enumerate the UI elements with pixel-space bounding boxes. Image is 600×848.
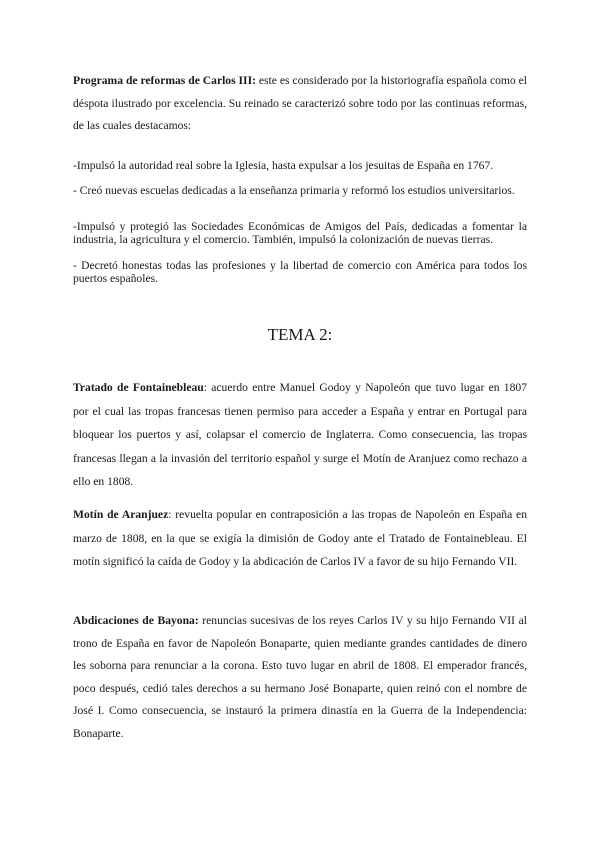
section-paragraph-bayona xyxy=(73,610,527,745)
intro-paragraph xyxy=(73,70,527,138)
intro-text: este es considerado por la historiografía española como el déspota ilustrado por excelencia. Su reinado se caracterizó sobre todo por las continuas reformas, de las cuales destacamos: xyxy=(73,74,527,132)
bullet-item: - Creó nuevas escuelas dedicadas a la enseñanza primaria y reformó los estudios universitarios. xyxy=(73,184,515,197)
bullet-item: -Impulsó la autoridad real sobre la Iglesia, hasta expulsar a los jesuitas de España en 1767. xyxy=(73,159,494,172)
section-term: Motín de Aranjuez xyxy=(73,508,169,521)
section-paragraph-fontainebleau xyxy=(73,376,527,494)
bullet-item: - Decretó honestas todas las profesiones y la libertad de comercio con América para todos los puertos españoles. xyxy=(73,259,527,285)
bullet-item: -Impulsó y protegió las Sociedades Económicas de Amigos del País, dedicadas a fomentar la industria, la agricultura y el comercio. También, impulsó la colonización de nuevas tierras. xyxy=(73,220,527,246)
section-text: renuncias sucesivas de los reyes Carlos IV y su hijo Fernando VII al trono de España en favor de Napoleón Bonaparte, quien mediante grandes cantidades de dinero les soborna para renunciar a la corona. Esto tuvo lugar en abril de 1808. El emperador francés, poco después, cedió tales derechos a su hermano José Bonaparte, quien reinó con el nombre de José I. Como consecuencia, se instauró la primera dinastía en la Guerra de la Independencia: Bonaparte. xyxy=(73,614,527,740)
section-term: Tratado de Fontainebleau xyxy=(73,381,204,394)
intro-title: Programa de reformas de Carlos III: xyxy=(73,74,256,87)
section-heading: TEMA 2: xyxy=(267,325,333,344)
section-paragraph-aranjuez xyxy=(73,503,527,574)
section-term: Abdicaciones de Bayona: xyxy=(73,614,199,627)
section-text: : revuelta popular en contraposición a las tropas de Napoleón en España en marzo de 1808, en la que se exigía la dimisión de Godoy ante el Tratado de Fontainebleau. El motín significó la caída de Godoy y la abdicación de Carlos IV a favor de su hijo Fernando VII. xyxy=(73,508,527,568)
section-text: : acuerdo entre Manuel Godoy y Napoleón que tuvo lugar en 1807 por el cual las tropas francesas tienen permiso para acceder a España y entrar en Portugal para bloquear los puertos y así, colapsar el comercio de Inglaterra. Como consecuencia, las tropas francesas llegan a la invasión del territorio español y surge el Motín de Aranjuez como rechazo a ello en 1808. xyxy=(73,381,527,488)
